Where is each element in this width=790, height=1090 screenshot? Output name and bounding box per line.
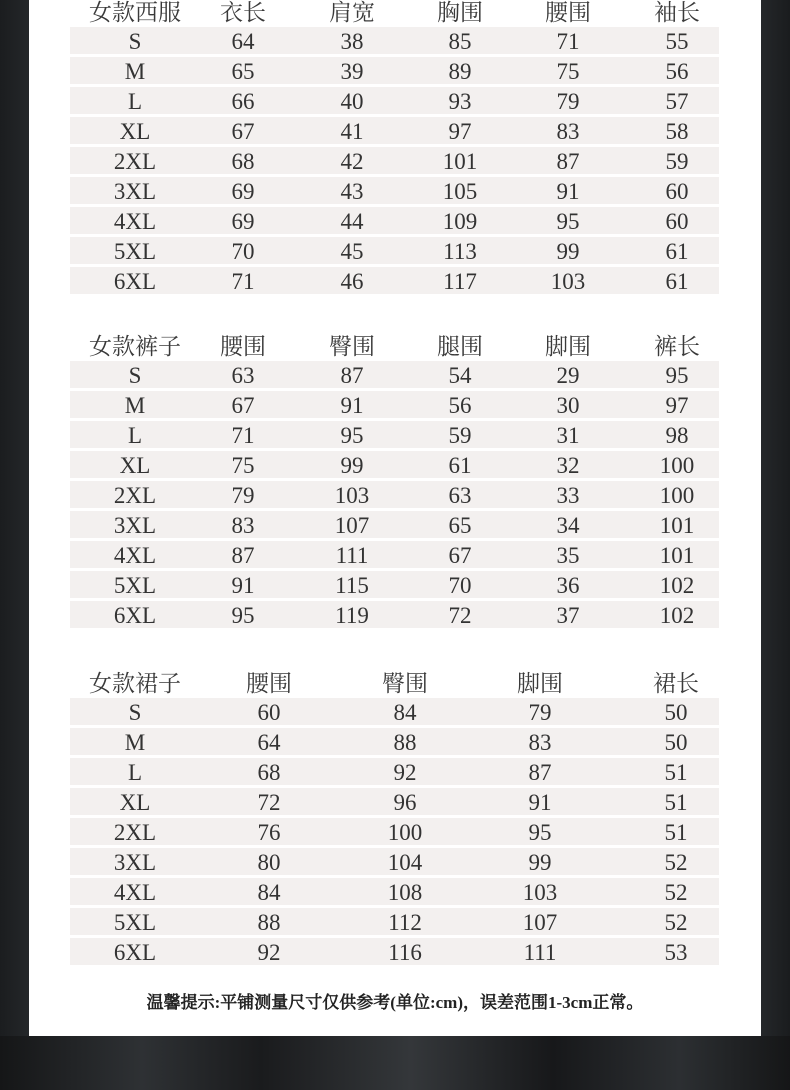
size-label: 2XL [113, 149, 157, 174]
measurement-cell: 50 [664, 730, 688, 755]
measurement-cell: 75 [231, 453, 255, 478]
measurement-cell: 67 [231, 119, 255, 144]
table-row [70, 878, 719, 905]
table-row [70, 728, 719, 755]
measurement-cell: 84 [257, 880, 281, 905]
measurement-cell: 97 [665, 393, 689, 418]
measurement-cell: 39 [340, 59, 364, 84]
table-header-row [70, 334, 719, 361]
table-row [70, 818, 719, 845]
size-label: 3XL [113, 513, 157, 538]
measurement-cell: 33 [556, 483, 580, 508]
size-label: S [128, 29, 142, 54]
measurement-cell: 65 [231, 59, 255, 84]
size-label: M [124, 730, 146, 755]
table-row [70, 511, 719, 538]
measurement-cell: 67 [448, 543, 472, 568]
measurement-cell: 69 [231, 179, 255, 204]
measurement-cell: 34 [556, 513, 580, 538]
table-row [70, 571, 719, 598]
measurement-cell: 116 [388, 940, 422, 965]
size-label: 3XL [113, 850, 157, 875]
measurement-cell: 102 [659, 573, 695, 598]
size-label: L [127, 423, 143, 448]
measurement-cell: 101 [442, 149, 478, 174]
measurement-cell: 50 [664, 700, 688, 725]
measurement-cell: 70 [231, 239, 255, 264]
measurement-cell: 60 [257, 700, 281, 725]
measurement-cell: 100 [387, 820, 423, 845]
measurement-cell: 45 [340, 239, 364, 264]
measurement-cell: 117 [443, 269, 477, 294]
measurement-note: 温馨提示:平铺测量尺寸仅供参考(单位:cm)，误差范围1-3cm正常。 [146, 993, 644, 1012]
measurement-cell: 100 [659, 453, 695, 478]
measurement-cell: 83 [556, 119, 580, 144]
size-label: XL [119, 119, 151, 144]
table-row [70, 758, 719, 785]
measurement-cell: 87 [556, 149, 580, 174]
measurement-cell: 112 [388, 910, 422, 935]
measurement-cell: 98 [665, 423, 689, 448]
measurement-cell: 65 [448, 513, 472, 538]
table-row [70, 481, 719, 508]
measurement-cell: 95 [556, 209, 580, 234]
measurement-cell: 60 [665, 209, 689, 234]
measurement-cell: 31 [556, 423, 580, 448]
column-header: 肩宽 [329, 0, 375, 25]
pants-size-table [70, 334, 719, 631]
size-label: L [127, 760, 143, 785]
size-label: 6XL [113, 603, 157, 628]
measurement-cell: 36 [556, 573, 580, 598]
measurement-cell: 95 [528, 820, 552, 845]
measurement-cell: 56 [665, 59, 689, 84]
measurement-cell: 92 [393, 760, 417, 785]
measurement-cell: 79 [556, 89, 580, 114]
measurement-cell: 55 [665, 29, 689, 54]
skirt-size-table [70, 671, 719, 968]
measurement-cell: 61 [448, 453, 472, 478]
measurement-cell: 71 [231, 423, 255, 448]
measurement-cell: 111 [335, 543, 369, 568]
measurement-cell: 67 [231, 393, 255, 418]
table-row [70, 908, 719, 935]
suit-size-table [70, 0, 719, 297]
measurement-cell: 35 [556, 543, 580, 568]
measurement-cell: 103 [550, 269, 586, 294]
measurement-cell: 103 [334, 483, 370, 508]
column-header: 裤长 [654, 334, 700, 359]
measurement-cell: 85 [448, 29, 472, 54]
measurement-cell: 87 [528, 760, 552, 785]
measurement-cell: 72 [257, 790, 281, 815]
table-row [70, 541, 719, 568]
measurement-cell: 79 [231, 483, 255, 508]
measurement-cell: 63 [448, 483, 472, 508]
measurement-cell: 56 [448, 393, 472, 418]
measurement-cell: 44 [340, 209, 364, 234]
measurement-cell: 84 [393, 700, 417, 725]
table-row [70, 938, 719, 965]
measurement-cell: 96 [393, 790, 417, 815]
size-label: L [127, 89, 143, 114]
measurement-cell: 105 [442, 179, 478, 204]
measurement-cell: 51 [664, 760, 688, 785]
measurement-cell: 91 [556, 179, 580, 204]
measurement-cell: 64 [231, 29, 255, 54]
measurement-cell: 64 [257, 730, 281, 755]
table-row [70, 57, 719, 84]
table-row [70, 421, 719, 448]
measurement-cell: 113 [443, 239, 477, 264]
table-row [70, 848, 719, 875]
measurement-cell: 83 [528, 730, 552, 755]
measurement-cell: 87 [231, 543, 255, 568]
column-header: 臀围 [329, 334, 375, 359]
table-row [70, 177, 719, 204]
measurement-cell: 59 [665, 149, 689, 174]
size-label: 2XL [113, 483, 157, 508]
measurement-cell: 37 [556, 603, 580, 628]
measurement-cell: 99 [556, 239, 580, 264]
measurement-cell: 109 [442, 209, 478, 234]
measurement-cell: 51 [664, 820, 688, 845]
size-label: XL [119, 453, 151, 478]
measurement-cell: 95 [340, 423, 364, 448]
table-row [70, 391, 719, 418]
size-label: 3XL [113, 179, 157, 204]
measurement-cell: 40 [340, 89, 364, 114]
table-row [70, 267, 719, 294]
measurement-cell: 97 [448, 119, 472, 144]
measurement-cell: 101 [659, 543, 695, 568]
measurement-cell: 30 [556, 393, 580, 418]
size-label: M [124, 59, 146, 84]
table-row [70, 117, 719, 144]
column-header: 裙长 [653, 671, 699, 696]
size-label: 4XL [113, 209, 157, 234]
size-label: 4XL [113, 880, 157, 905]
measurement-cell: 91 [528, 790, 552, 815]
measurement-cell: 75 [556, 59, 580, 84]
column-header: 脚围 [517, 671, 563, 696]
measurement-cell: 79 [528, 700, 552, 725]
measurement-cell: 108 [387, 880, 423, 905]
table-row [70, 87, 719, 114]
table-header-row [70, 0, 719, 27]
measurement-cell: 102 [659, 603, 695, 628]
measurement-cell: 60 [665, 179, 689, 204]
measurement-cell: 104 [387, 850, 423, 875]
measurement-cell: 63 [231, 363, 255, 388]
measurement-cell: 41 [340, 119, 364, 144]
size-label: 5XL [113, 239, 157, 264]
measurement-cell: 88 [393, 730, 417, 755]
measurement-cell: 91 [231, 573, 255, 598]
size-label: S [128, 700, 142, 725]
measurement-cell: 29 [556, 363, 580, 388]
measurement-cell: 52 [664, 910, 688, 935]
measurement-cell: 52 [664, 880, 688, 905]
size-label: M [124, 393, 146, 418]
table-row [70, 788, 719, 815]
measurement-cell: 58 [665, 119, 689, 144]
measurement-cell: 68 [257, 760, 281, 785]
column-header: 袖长 [654, 0, 700, 25]
table-title: 女款西服 [89, 0, 181, 25]
table-row [70, 237, 719, 264]
size-label: 4XL [113, 543, 157, 568]
table-row [70, 698, 719, 725]
measurement-cell: 71 [556, 29, 580, 54]
measurement-cell: 119 [335, 603, 369, 628]
measurement-cell: 61 [665, 239, 689, 264]
size-label: 5XL [113, 573, 157, 598]
measurement-cell: 93 [448, 89, 472, 114]
measurement-cell: 69 [231, 209, 255, 234]
measurement-cell: 103 [522, 880, 558, 905]
measurement-cell: 111 [523, 940, 557, 965]
measurement-cell: 95 [231, 603, 255, 628]
measurement-cell: 107 [522, 910, 558, 935]
measurement-cell: 66 [231, 89, 255, 114]
table-title: 女款裙子 [89, 671, 181, 696]
measurement-cell: 42 [340, 149, 364, 174]
table-row [70, 207, 719, 234]
measurement-cell: 68 [231, 149, 255, 174]
size-label: S [128, 363, 142, 388]
measurement-cell: 92 [257, 940, 281, 965]
table-row [70, 451, 719, 478]
measurement-cell: 52 [664, 850, 688, 875]
size-label: 6XL [113, 269, 157, 294]
measurement-cell: 115 [335, 573, 369, 598]
measurement-cell: 71 [231, 269, 255, 294]
measurement-cell: 43 [340, 179, 364, 204]
table-header-row [70, 671, 719, 698]
page-background-bottom [0, 1036, 790, 1090]
measurement-cell: 53 [664, 940, 688, 965]
measurement-cell: 99 [528, 850, 552, 875]
size-label: 2XL [113, 820, 157, 845]
table-row [70, 27, 719, 54]
measurement-cell: 51 [664, 790, 688, 815]
measurement-cell: 54 [448, 363, 472, 388]
measurement-cell: 87 [340, 363, 364, 388]
measurement-cell: 72 [448, 603, 472, 628]
measurement-cell: 95 [665, 363, 689, 388]
measurement-cell: 80 [257, 850, 281, 875]
measurement-cell: 59 [448, 423, 472, 448]
measurement-cell: 99 [340, 453, 364, 478]
column-header: 腰围 [220, 334, 266, 359]
column-header: 臀围 [382, 671, 428, 696]
table-title: 女款裤子 [89, 334, 181, 359]
column-header: 衣长 [220, 0, 266, 25]
size-label: 5XL [113, 910, 157, 935]
measurement-cell: 61 [665, 269, 689, 294]
table-row [70, 361, 719, 388]
column-header: 脚围 [545, 334, 591, 359]
measurement-cell: 76 [257, 820, 281, 845]
column-header: 胸围 [437, 0, 483, 25]
measurement-cell: 38 [340, 29, 364, 54]
measurement-cell: 70 [448, 573, 472, 598]
size-label: 6XL [113, 940, 157, 965]
column-header: 腿围 [437, 334, 483, 359]
measurement-cell: 88 [257, 910, 281, 935]
table-row [70, 147, 719, 174]
measurement-cell: 100 [659, 483, 695, 508]
table-row [70, 601, 719, 628]
measurement-cell: 46 [340, 269, 364, 294]
column-header: 腰围 [545, 0, 591, 25]
size-label: XL [119, 790, 151, 815]
measurement-cell: 107 [334, 513, 370, 538]
column-header: 腰围 [246, 671, 292, 696]
measurement-cell: 91 [340, 393, 364, 418]
measurement-cell: 101 [659, 513, 695, 538]
measurement-cell: 83 [231, 513, 255, 538]
measurement-cell: 57 [665, 89, 689, 114]
measurement-cell: 89 [448, 59, 472, 84]
measurement-cell: 32 [556, 453, 580, 478]
